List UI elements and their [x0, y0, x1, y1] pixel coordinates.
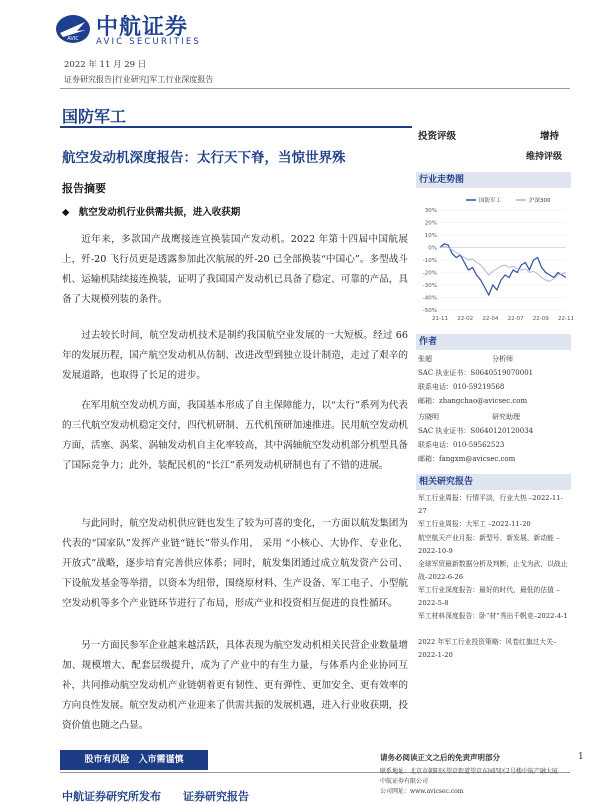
- related-item[interactable]: 航空航天产业月报：新型号、新发展、新动能 –2022-10-9: [418, 534, 560, 555]
- summary-heading: 报告摘要: [62, 182, 106, 195]
- authors-heading: 作者: [416, 334, 571, 350]
- report-date: 2022 年 11 月 29 日: [64, 60, 147, 70]
- rating-status: 维持评级: [526, 152, 563, 162]
- logo-cn: 中航证券: [96, 15, 189, 40]
- trend-heading: 行业走势图: [416, 172, 571, 188]
- industry-divider: [60, 126, 412, 128]
- y-tick-label: -50%: [422, 308, 437, 314]
- y-tick-label: 20%: [424, 220, 437, 227]
- trend-chart: [416, 192, 574, 328]
- rating-value: 增持: [540, 131, 560, 142]
- author1-email[interactable]: 邮箱：zhangchao@avicsec.com: [418, 397, 528, 405]
- author1-phone: 联系电话：010-59219568: [418, 383, 505, 391]
- industry-title: 国防军工: [62, 107, 127, 126]
- related-item[interactable]: 军工材料深度报告：卧“材”秀出千帆竞–2022-4-1: [418, 612, 568, 620]
- avic-logo-icon: [55, 14, 91, 44]
- author1-name: 张超: [418, 355, 432, 363]
- disclaimer: 请务必阅读正文之后的免责声明部分: [380, 753, 500, 762]
- related-heading: 相关研究报告: [416, 474, 571, 490]
- related-item[interactable]: 军工行业周报：行情平淡，行业大热 –2022-11-27: [418, 494, 563, 515]
- author2-phone: 联系电话：010-59562523: [418, 441, 505, 449]
- related-item[interactable]: 全球军贸最新数据分析及判断，止戈为武，以战止战–2022-6-26: [418, 560, 568, 581]
- paragraph-5: 另一方面民参军企业越来越活跃，具体表现为航空发动机相关民营企业数量增加、规模增大、配套层级提升，成为了产业中的有生力量，与体系内企业协同互补，共同推动航空发动机产业链朝着更有韧性、更有弹性、更加安全、更有效率的方向良性发展。航空发动机产业迎来了供需共振的发展机遇，进入行业收获期，投资价值也随之凸显。: [62, 640, 408, 731]
- series-line-1: [440, 246, 566, 281]
- author1-role: 分析师: [492, 355, 513, 363]
- header-divider: [60, 88, 570, 89]
- website[interactable]: 公司网址：www.avicsec.com: [380, 788, 464, 795]
- logo-en: AVIC SECURITIES: [96, 37, 202, 47]
- related-item[interactable]: 2022 年军工行业投资策略：风卷红旗过大关–2022-1-20: [418, 638, 557, 659]
- x-tick-label: 22-11: [558, 316, 574, 322]
- paragraph-2: 过去较长时间，航空发动机技术是制约我国航空业发展的一大短板。经过 66 年的发展历程，国产航空发动机从仿制、改进改型到独立设计制造，走过了艰辛的发展道路，也取得了长足的进步。: [62, 330, 408, 381]
- address: 联系地址：北京市朝阳区望京街道望京东园四区2号楼中航产融大厦: [380, 768, 558, 775]
- legend-label: 国防军工: [479, 198, 502, 204]
- logo-mark-text: AVIC: [67, 36, 79, 42]
- series-line-0: [440, 244, 566, 295]
- paragraph-1: 近年来，多款国产战鹰接连宣换装国产发动机。2022 年第十四届中国航展上，歼-20 飞行员更是透露参加此次航展的歼-20 已全部换装“中国心”。多型战斗机、运输机陆续接连换装，证明了我国国产发动机已具备了稳定、可靠的产品，具备了大规模列装的条件。: [62, 234, 408, 305]
- paragraph-4: 与此同时，航空发动机供应链也发生了较为可喜的变化，一方面以航发集团为代表的“国家队”发挥产业链“链长”带头作用， 采用 “小核心、大协作、专业化、开放式”战略，逐步培育完善供应体系；同时，航发集团通过成立航发资产公司、下设航发基金等举措，以资本为纽带，围绕原材料、生产设备、军工电子、小型航空发动机等多个产业链环节进行了布局，形成产业和投资相互促进的良性循环。: [62, 518, 408, 609]
- related-item[interactable]: 军工行业深度报告：最好的时代，最低的估值 –2022-5-8: [418, 586, 560, 607]
- legend-label: 沪深300: [529, 198, 551, 204]
- publisher-line: 中航证券研究所发布 证券研究报告: [62, 790, 249, 803]
- y-tick-label: -20%: [422, 270, 437, 277]
- summary-bullet: ◆ 航空发动机行业供需共振，进入收获期: [62, 207, 241, 218]
- report-title: 航空发动机深度报告：太行天下脊，当惊世界殊: [62, 150, 346, 166]
- y-tick-label: -30%: [422, 283, 437, 289]
- author2-sac: SAC 执业证书：S0640120120034: [418, 427, 534, 435]
- page-number: 1: [578, 752, 584, 762]
- y-tick-label: -10%: [422, 258, 437, 264]
- author2-role: 研究助理: [492, 413, 520, 421]
- risk-warning-badge: 股市有风险 入市需谨慎: [60, 750, 208, 770]
- x-tick-label: 22-07: [507, 316, 524, 322]
- x-tick-label: 21-11: [432, 316, 448, 322]
- author1-sac: SAC 执业证书：S0640519070001: [418, 369, 534, 377]
- breadcrumb: 证券研究报告|行业研究|军工行业深度报告: [64, 75, 214, 84]
- paragraph-3: 在军用航空发动机方面，我国基本形成了自主保障能力，以“太行”系列为代表的三代航空发动机稳定交付，四代机研制、五代机预研加速推进。民用航空发动机方面，活塞、涡桨、涡轴发动机自主化率较高，其中涡轴航空发动机部分机型具备了国际竞争力；此外，装配民机的“长江”系列发动机研制也有了不错的进展。: [62, 400, 408, 471]
- rating-label: 投资评级: [418, 131, 457, 142]
- y-tick-label: 10%: [424, 233, 437, 239]
- x-tick-label: 22-09: [532, 316, 549, 322]
- author2-name: 方晓明: [418, 413, 439, 421]
- company-name: 中航证券有限公司: [380, 778, 429, 785]
- y-tick-label: 0%: [428, 245, 437, 252]
- x-tick-label: 22-04: [482, 316, 499, 322]
- y-tick-label: 30%: [424, 208, 437, 214]
- author2-email[interactable]: 邮箱：fangxm@avicsec.com: [418, 455, 516, 463]
- related-item[interactable]: 军工行业周报：大军工 –2022-11-20: [418, 520, 531, 528]
- y-tick-label: -40%: [422, 295, 437, 302]
- x-tick-label: 22-02: [457, 316, 474, 322]
